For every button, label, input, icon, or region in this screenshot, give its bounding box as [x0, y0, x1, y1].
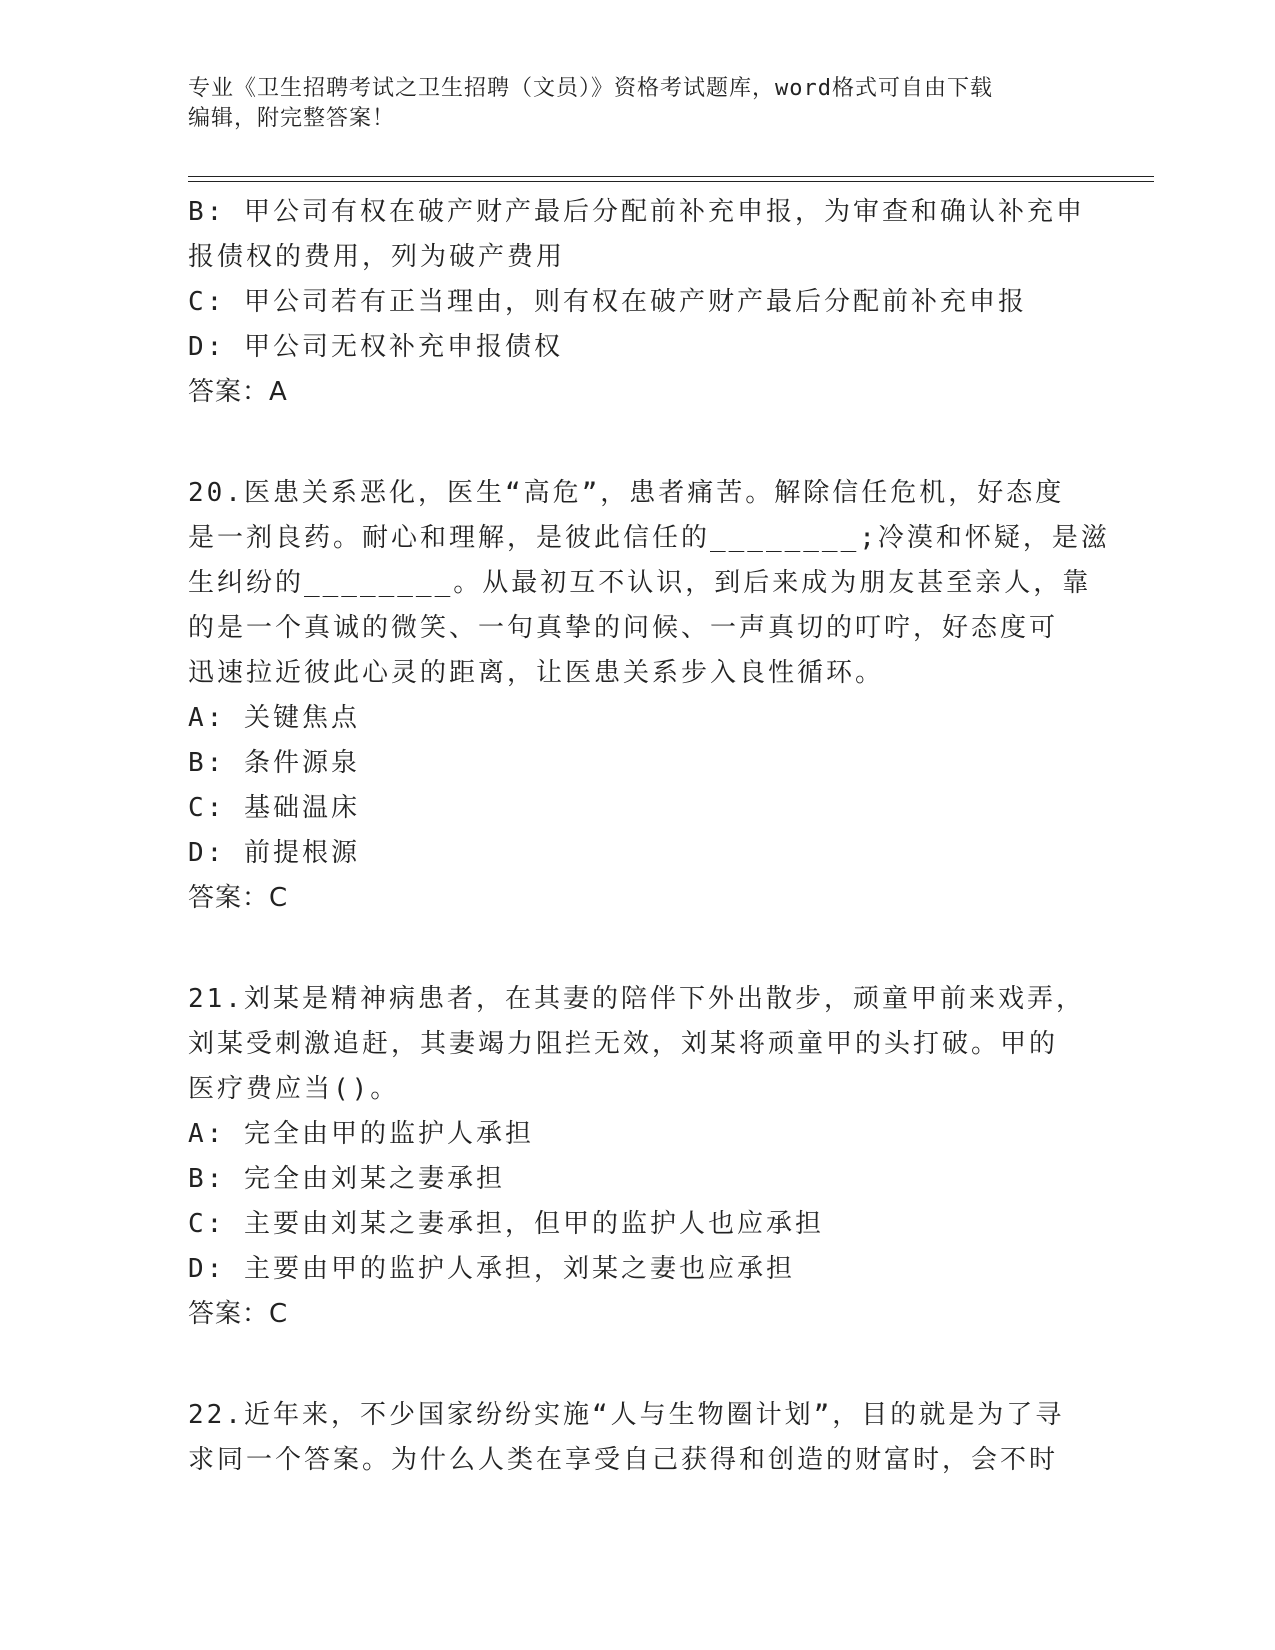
question-stem-line3: 生纠纷的________。从最初互不认识，到后来成为朋友甚至亲人，靠 — [188, 568, 1092, 598]
question-stem-line5: 迅速拉近彼此心灵的距离，让医患关系步入良性循环。 — [188, 658, 885, 688]
question-stem-line2: 是一剂良药。耐心和理解，是彼此信任的________;冷漠和怀疑，是滋 — [188, 523, 1110, 553]
option-d: D: 甲公司无权补充申报债权 — [188, 332, 563, 362]
option-c: C: 基础温床 — [188, 793, 360, 823]
option-b: B: 完全由刘某之妻承担 — [188, 1164, 505, 1194]
header-divider-top — [188, 176, 1154, 177]
question-stem-line1: 21.刘某是精神病患者，在其妻的陪伴下外出散步，顽童甲前来戏弄， — [188, 984, 1085, 1014]
question-stem-line1: 22.近年来，不少国家纷纷实施“人与生物圈计划”，目的就是为了寻 — [188, 1400, 1065, 1430]
option-b-line2: 报债权的费用，列为破产费用 — [188, 242, 566, 272]
option-b: B: 条件源泉 — [188, 748, 360, 778]
question-stem-line2: 求同一个答案。为什么人类在享受自己获得和创造的财富时，会不时 — [188, 1445, 1059, 1475]
question-21 — [188, 977, 1088, 1337]
option-a: A: 完全由甲的监护人承担 — [188, 1119, 534, 1149]
question-stem-line3: 医疗费应当()。 — [188, 1074, 400, 1104]
option-c: C: 主要由刘某之妻承担，但甲的监护人也应承担 — [188, 1209, 824, 1239]
header-divider-bottom — [188, 181, 1154, 182]
answer: 答案：A — [188, 377, 288, 407]
question-stem-line2: 刘某受刺激追赶，其妻竭力阻拦无效，刘某将顽童甲的头打破。甲的 — [188, 1029, 1059, 1059]
option-d: D: 主要由甲的监护人承担，刘某之妻也应承担 — [188, 1254, 795, 1284]
question-20 — [188, 471, 1110, 921]
document-header — [188, 74, 1068, 134]
question-22 — [188, 1393, 1088, 1483]
option-a: A: 关键焦点 — [188, 703, 360, 733]
question-19 — [188, 190, 1088, 415]
header-title-line1: 专业《卫生招聘考试之卫生招聘（文员）》资格考试题库，word格式可自由下载 — [188, 76, 993, 101]
answer: 答案：C — [188, 883, 289, 913]
answer: 答案：C — [188, 1299, 289, 1329]
question-stem-line4: 的是一个真诚的微笑、一句真挚的问候、一声真切的叮咛，好态度可 — [188, 613, 1059, 643]
option-b-line1: B: 甲公司有权在破产财产最后分配前补充申报，为审查和确认补充申 — [188, 197, 1085, 227]
document-body — [188, 190, 1110, 1483]
header-title-line2: 编辑，附完整答案！ — [188, 106, 396, 131]
option-c: C: 甲公司若有正当理由，则有权在破产财产最后分配前补充申报 — [188, 287, 1027, 317]
spacer — [188, 415, 1088, 471]
option-d: D: 前提根源 — [188, 838, 360, 868]
question-stem-line1: 20.医患关系恶化，医生“高危”，患者痛苦。解除信任危机，好态度 — [188, 478, 1065, 508]
spacer — [188, 1337, 1088, 1393]
spacer — [188, 921, 1088, 977]
